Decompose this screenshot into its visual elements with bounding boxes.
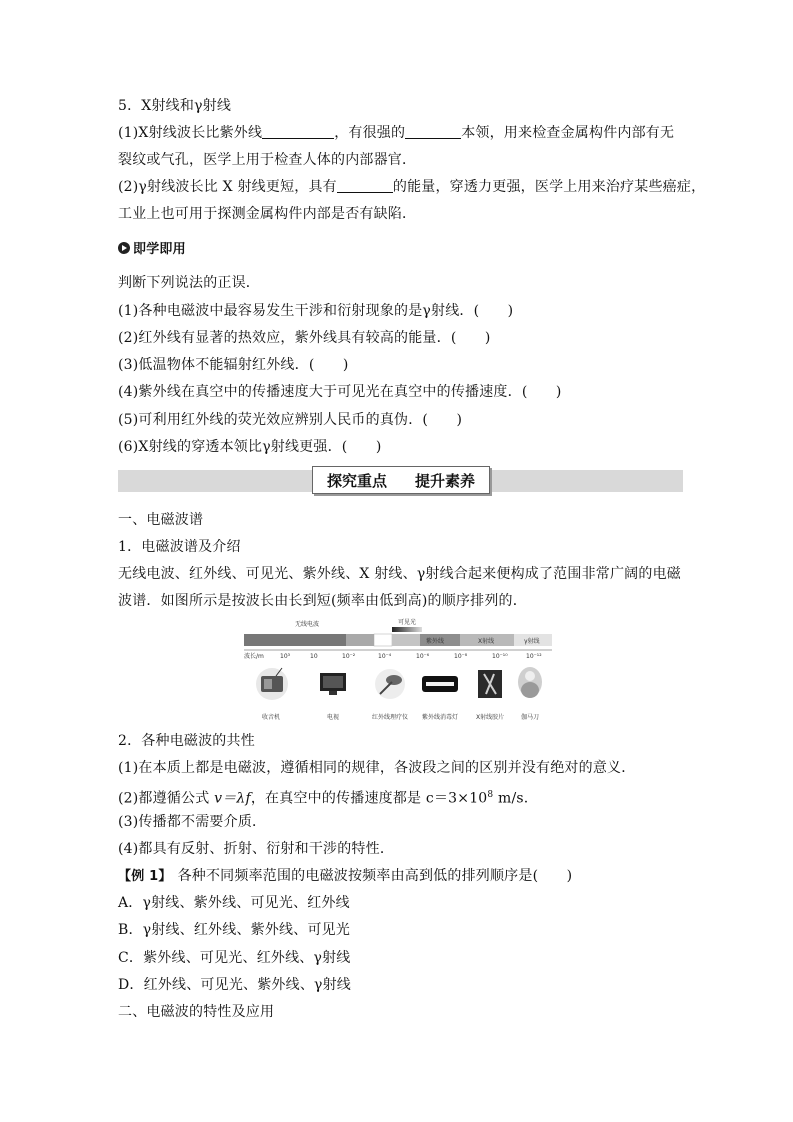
- band-label-visible: 可见光: [398, 619, 417, 626]
- quick-heading: 即学即用: [118, 240, 683, 260]
- quick-item-1: (1)各种电磁波中最容易发生干涉和衍射现象的是γ射线．( ): [118, 303, 514, 319]
- spectrum-figure: [240, 618, 556, 724]
- tick-6: 10⁻¹⁰: [492, 653, 508, 660]
- xray-line-1: (1)X射线波长比紫外线 ，有很强的 本领，用来检查金属构件内部有无: [118, 125, 675, 141]
- banner-right: 提升素养: [414, 471, 475, 490]
- quick-item-6: (6)X射线的穿透本领比γ射线更强．( ): [118, 439, 382, 455]
- caption-tv: 电视: [327, 714, 340, 721]
- quick-item-5: (5)可利用红外线的荧光效应辨别人民币的真伪．( ): [118, 412, 463, 428]
- part1-para-line-1: 无线电波、红外线、可见光、紫外线、X 射线、γ射线合起来便构成了范围非常广阔的电磁: [118, 566, 681, 582]
- band-visible-strip: [392, 627, 422, 632]
- xray-line-2: 裂纹或气孔，医学上用于检查人体的内部器官．: [118, 152, 417, 168]
- band-label-radio: 无线电波: [295, 621, 320, 628]
- option-d: D．红外线、可见光、紫外线、γ射线: [118, 977, 351, 993]
- x-ray-film-icon: [478, 670, 502, 698]
- part1-para-line-2: 波谱．如图所示是按波长由长到短(频率由低到高)的顺序排列的．: [118, 593, 527, 609]
- uv-lamp-icon: [422, 676, 458, 692]
- quick-item-4: (4)紫外线在真空中的传播速度大于可见光在真空中的传播速度．( ): [118, 384, 562, 400]
- option-c: C．紫外线、可见光、红外线、γ射线: [118, 950, 351, 966]
- band-visible: [392, 634, 420, 646]
- formula: v＝λf: [214, 790, 251, 807]
- common-2: (2)都遵循公式 v＝λf，在真空中的传播速度都是 $c=3\times 10^8$ m/s.: [118, 790, 529, 807]
- play-circle-icon: [118, 242, 130, 254]
- tick-0: 10³: [280, 653, 291, 660]
- example-tag: 【例 1】: [118, 869, 172, 884]
- axis-label: 波长/m: [244, 653, 264, 660]
- option-b: B．γ射线、红外线、紫外线、可见光: [118, 922, 351, 938]
- tick-3: 10⁻⁴: [378, 653, 392, 660]
- tv-icon: [320, 673, 346, 695]
- caption-xray: X射线胶片: [476, 714, 505, 721]
- blank-2: [405, 124, 461, 139]
- example-question: 【例 1】 各种不同频率范围的电磁波按频率由高到低的排列顺序是( ): [118, 868, 573, 884]
- section5-title: 5．X射线和γ射线: [118, 98, 232, 114]
- band-microwave: [374, 634, 392, 646]
- quick-intro: 判断下列说法的正误．: [118, 275, 260, 291]
- part1-sub1: 1．电磁波谱及介绍: [118, 539, 241, 555]
- tick-5: 10⁻⁸: [454, 653, 468, 660]
- common-3: (3)传播都不需要介质．: [118, 814, 267, 830]
- tick-1: 10: [310, 653, 318, 660]
- blank-3: [337, 178, 393, 193]
- section-banner: [312, 466, 490, 494]
- part2-title: 二、电磁波的特性及应用: [118, 1004, 275, 1020]
- caption-uv: 紫外线消毒灯: [422, 714, 459, 721]
- light-speed: c＝3×10: [425, 790, 488, 807]
- caption-gamma: 伽马刀: [521, 714, 540, 721]
- banner-left: 探究重点: [326, 471, 387, 490]
- blank-1: [262, 124, 334, 139]
- quick-item-2: (2)红外线有显著的热效应，紫外线具有较高的能量．( ): [118, 330, 491, 346]
- tick-2: 10⁻²: [342, 653, 356, 660]
- band-label-gamma: γ射线: [524, 638, 540, 645]
- gamma-line-1: (2)γ射线波长比 X 射线更短，具有 的能量，穿透力更强，医学上用来治疗某些癌症，: [118, 179, 706, 195]
- radio-icon: [256, 668, 288, 700]
- band-label-x: X射线: [478, 638, 495, 645]
- option-a: A．γ射线、紫外线、可见光、红外线: [118, 895, 350, 911]
- common-4: (4)都具有反射、折射、衍射和干涉的特性．: [118, 841, 395, 857]
- part1-sub2: 2．各种电磁波的共性: [118, 733, 255, 749]
- common-1: (1)在本质上都是电磁波，遵循相同的规律，各波段之间的区别并没有绝对的意义．: [118, 760, 636, 776]
- tick-7: 10⁻¹²: [526, 653, 542, 660]
- quick-item-3: (3)低温物体不能辐射红外线．( ): [118, 357, 349, 373]
- part1-title: 一、电磁波谱: [118, 512, 204, 528]
- band-radio-short: [346, 634, 374, 646]
- caption-infrared: 红外线理疗仪: [372, 714, 409, 721]
- band-label-uv: 紫外线: [426, 638, 445, 645]
- band-radio-long: [244, 634, 346, 646]
- tick-4: 10⁻⁶: [416, 653, 430, 660]
- infrared-therapy-icon: [375, 669, 405, 699]
- gamma-knife-icon: [518, 667, 542, 698]
- caption-radio: 收音机: [262, 714, 281, 721]
- gamma-line-2: 工业上也可用于探测金属构件内部是否有缺陷．: [118, 206, 417, 222]
